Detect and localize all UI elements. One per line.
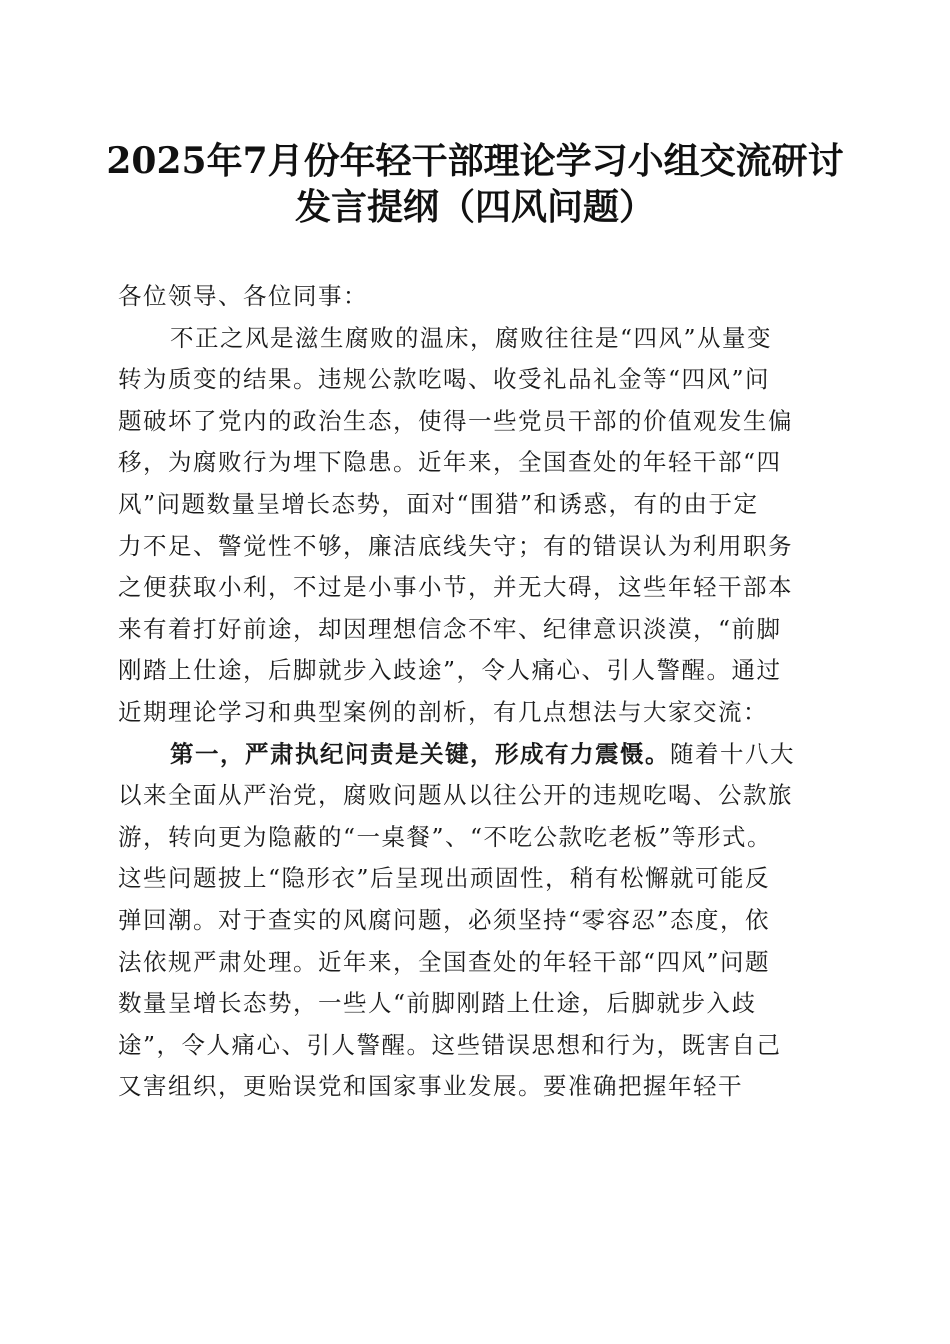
paragraph-2-lead: 第一，严肃执纪问责是关键，形成有力震慑。 <box>170 739 670 768</box>
paragraph-2-line: 法依规严肃处理。近年来，全国查处的年轻干部“四风”问题 <box>118 947 771 976</box>
paragraph-2-first-line <box>118 734 838 776</box>
document-body <box>118 276 838 1108</box>
paragraph-1-line: 来有着打好前途，却因理想信念不牢、纪律意识淡漠，“前脚 <box>118 614 782 643</box>
paragraph-1-line: 不正之风是滋生腐败的温床，腐败往往是“四风”从量变 <box>170 323 773 352</box>
paragraph-1-line: 近期理论学习和典型案例的剖析，有几点想法与大家交流： <box>118 697 768 726</box>
document-title <box>100 138 850 230</box>
paragraph-2-line: 以来全面从严治党，腐败问题从以往公开的违规吃喝、公款旅 <box>118 781 793 810</box>
paragraph-1-line: 移，为腐败行为埋下隐患。近年来，全国查处的年轻干部“四 <box>118 448 782 477</box>
paragraph-1-line: 之便获取小利，不过是小事小节，并无大碍，这些年轻干部本 <box>118 573 793 602</box>
paragraph-2-first-rest: 随着十八大 <box>670 739 795 768</box>
paragraph-1-line: 转为质变的结果。违规公款吃喝、收受礼品礼金等“四风”问 <box>118 365 771 394</box>
title-line-2: 发言提纲（四风问题） <box>294 186 655 228</box>
paragraph-2-line: 途”，令人痛心、引人警醒。这些错误思想和行为，既害自己 <box>118 1030 782 1059</box>
paragraph-1-line: 刚踏上仕途，后脚就步入歧途”，令人痛心、引人警醒。通过 <box>118 656 782 685</box>
salutation: 各位领导、各位同事： <box>118 282 368 310</box>
paragraph-2-line: 游，转向更为隐蔽的“一桌餐”、“不吃公款吃老板”等形式。 <box>118 822 773 851</box>
paragraph-2-line: 数量呈增长态势，一些人“前脚刚踏上仕途，后脚就步入歧 <box>118 989 757 1018</box>
paragraph-2-line: 这些问题披上“隐形衣”后呈现出顽固性，稍有松懈就可能反 <box>118 864 771 893</box>
paragraph-2-line: 弹回潮。对于查实的风腐问题，必须坚持“零容忍”态度，依 <box>118 905 771 934</box>
paragraph-2-line: 又害组织，更贻误党和国家事业发展。要准确把握年轻干 <box>118 1072 743 1101</box>
paragraph-1-line: 力不足、警觉性不够，廉洁底线失守；有的错误认为利用职务 <box>118 531 793 560</box>
paragraph-1-line: 题破坏了党内的政治生态，使得一些党员干部的价值观发生偏 <box>118 406 793 435</box>
title-line-1: 2025年7月份年轻干部理论学习小组交流研讨 <box>106 140 844 182</box>
paragraph-1-line: 风”问题数量呈增长态势，面对“围猎”和诱惑，有的由于定 <box>118 489 759 518</box>
